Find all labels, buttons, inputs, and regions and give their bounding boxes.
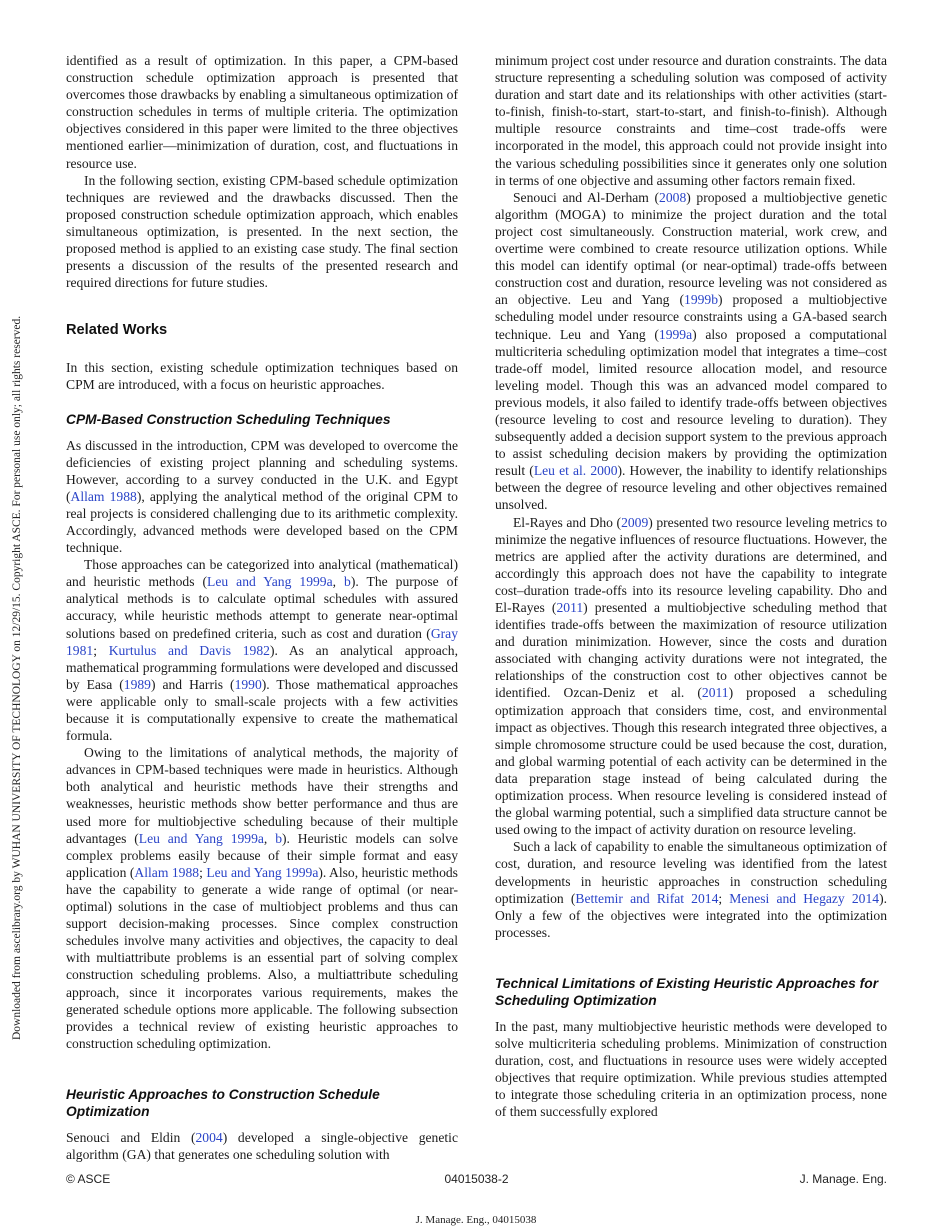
citation-link[interactable]: Leu and Yang 1999a bbox=[206, 864, 319, 880]
cpm-paragraph-3: Owing to the limitations of analytical methods, the majority of advances in CPM-based techniques were made in heuristics. Although both analytical and heuristic methods have their strengths and weaknesses, heuristic methods show better performance and thus are used more for multiobjective scheduling because of their multiple advantages (Leu and Yang 1999a, b). Heuristic models can solve complex problems easily because of their simple format and easy application (Allam 1988; Leu and Yang 1999a). Also, heuristic methods have the capability to generate a wide range of optimal (or near-optimal) solutions in the case of multiobject problems and thus can support decision-making processes. Since complex construction schedules involve many activities and objectives, the capacity to deal with multiattribute problems is an essential part of solving complex construction scheduling problems. Also, a multiattribute scheduling approach, since it incorporates various requirements, makes the generated schedule options more applicable. The following subsection provides a technical review of existing heuristic approaches to construction scheduling optimization. bbox=[66, 745, 458, 1051]
right-column bbox=[495, 52, 887, 1120]
moga-paragraph: Senouci and Al-Derham (2008) proposed a multiobjective genetic algorithm (MOGA) to minimize the project duration and the total project cost simultaneously. Construction material, work crew, and overtime were combined to create resource utilization options. While this model can identify optimal (or near-optimal) trade-offs between construction cost and duration, resource leveling was not considered as an objective. Leu and Yang (1999b) proposed a multiobjective scheduling model under resource constraints using a GA-based search technique. Leu and Yang (1999a) also proposed a computational multicriteria scheduling optimization model that integrates a time–cost trade-off model, limited resource allocation model, and resource leveling model. Though this was an advanced model compared to previous models, it also failed to identify trade-offs between objectives (resource leveling to cost and resource leveling to duration). They subsequently added a decision support system to the previous approach to assist scheduling decision makers by providing the optimization result (Leu et al. 2000). However, the inability to identify relationships between the degree of resource leveling and other objectives remained unsolved. bbox=[495, 189, 887, 513]
citation-link[interactable]: Menesi and Hegazy 2014 bbox=[729, 890, 880, 906]
citation-link[interactable]: Allam 1988 bbox=[70, 488, 137, 504]
citation-link[interactable]: Gray 1981 bbox=[66, 625, 458, 658]
cpm-paragraph-2: Those approaches can be categorized into analytical (mathematical) and heuristic methods (Leu and Yang 1999a, b). The purpose of analytical methods is to calculate optimal schedules with assured accuracy, while heuristic methods attempt to generate near-optimal solutions based on predefined criteria, such as cost and duration (Gray 1981; Kurtulus and Davis 1982). As an analytical approach, mathematical programming formulations were developed and discussed by Easa (1989) and Harris (1990). Those mathematical approaches were applicable only to small-scale projects with a few activities because it is computationally expensive to create the mathematical formula. bbox=[66, 557, 459, 744]
download-notice: Downloaded from ascelibrary.org by WUHAN UNIVERSITY OF TECHNOLOGY on 12/29/15. Copyright ASCE. For personal use only; all rights reserved. bbox=[11, 315, 23, 1040]
left-column bbox=[66, 52, 458, 1163]
journal-citation: J. Manage. Eng., 04015038 bbox=[415, 1214, 537, 1226]
page-footer bbox=[66, 1172, 887, 1188]
intro-paragraph-1: identified as a result of optimization. In this paper, a CPM-based construction schedule optimization approach is presented that overcomes those drawbacks by enabling a simultaneous optimization of construction schedules in terms of multiple criteria. The optimization objectives considered in this paper were limited to the three objectives mentioned earlier—minimization of duration, cost, and fluctuations in resource use. bbox=[66, 53, 458, 171]
citation-link[interactable]: 1999a bbox=[658, 326, 693, 342]
limitations-paragraph: In the past, many multiobjective heuristic methods were developed to solve multicriteria scheduling problems. Minimization of construction duration, cost, and fluctuations in resource uses were widely accepted objectives that require optimization. While previous studies attempted to integrate those scheduling criteria in an optimization process, none of them successfully explored bbox=[495, 1018, 887, 1120]
citation-link[interactable]: Leu and Yang 1999a bbox=[207, 574, 333, 590]
citation-link[interactable]: 2011 bbox=[701, 685, 729, 701]
cpm-paragraph-1: As discussed in the introduction, CPM was developed to overcome the deficiencies of existing project planning and scheduling systems. However, according to a survey conducted in the U.K. and Egypt (Allam 1988), applying the analytical method of the original CPM to real projects is considered challenging due to its arithmetic complexity. Accordingly, advanced methods were developed based on the CPM technique. bbox=[66, 437, 458, 556]
citation-link[interactable]: Kurtulus and Davis 1982 bbox=[108, 642, 270, 658]
citation-link[interactable]: Bettemir and Rifat 2014 bbox=[575, 890, 719, 906]
continued-paragraph: minimum project cost under resource and duration constraints. The data structure representing a scheduling solution was composed of activity duration and start date and its relationships with other activities (start-to-finish, finish-to-start, start-to-start, and finish-to-finish). Although multiple resource constraints and time–cost trade-offs were incorporated in the model, this approach could not provide insight into the various scheduling possibilities since it generates only one solution in terms of one objective and assuming other factors remain fixed. bbox=[495, 53, 887, 188]
related-works-paragraph: In this section, existing schedule optimization techniques based on CPM are introduced, with a focus on heuristic approaches. bbox=[66, 360, 458, 393]
citation-link[interactable]: 2009 bbox=[621, 514, 649, 530]
limitations-heading: Technical Limitations of Existing Heuristic Approaches for Scheduling Optimization bbox=[495, 975, 879, 1008]
heuristic-paragraph-1: Senouci and Eldin (2004) developed a single-objective genetic algorithm (GA) that generates one scheduling solution with bbox=[66, 1129, 458, 1162]
citation-link[interactable]: b bbox=[275, 830, 282, 846]
citation-link[interactable]: 2008 bbox=[659, 189, 687, 205]
citation-link[interactable]: Leu and Yang 1999a bbox=[138, 830, 264, 846]
footer-copyright: © ASCE bbox=[66, 1172, 111, 1186]
citation-link[interactable]: 2011 bbox=[556, 600, 584, 615]
cpm-heading: CPM-Based Construction Scheduling Techniques bbox=[66, 411, 391, 427]
related-works-heading: Related Works bbox=[66, 322, 168, 339]
citation-link[interactable]: 2004 bbox=[195, 1129, 223, 1145]
leveling-paragraph: El-Rayes and Dho (2009) presented two resource leveling metrics to minimize the negative influences of resource fluctuations. However, the metrics are applied after the activity durations are determined, and accordingly this approach does not have the capability to integrate cost–duration trade-offs into its resource leveling capability. Dho and El-Rayes (2011) presented a multiobjective scheduling method that identifies trade-offs between the maximization of resource utilization and duration minimization. However, since the costs and duration associated with changing activity durations were not integrated, the relationships of the construction cost to other objectives cannot be identified. Ozcan-Deniz et al. (2011) proposed a scheduling optimization approach that considers time, cost, and environmental impact as objectives. Though this research integrated three objectives, a simple chromosome structure could be used because the cost, duration, and global warming potential of each activity can be determined in the data preparation stage instead of being calculated during the optimization process. When resource leveling is considered instead of the global warming potential, such a simplified data structure cannot be used owing to the impact of activity duration on resource leveling. bbox=[495, 514, 887, 838]
citation-link[interactable]: Leu et al. 2000 bbox=[533, 463, 618, 479]
citation-link[interactable]: 1989 bbox=[123, 676, 151, 692]
citation-link[interactable]: 1999b bbox=[684, 292, 718, 308]
intro-paragraph-2: In the following section, existing CPM-based schedule optimization techniques are reviewed and the drawbacks discussed. Then the proposed construction schedule optimization approach, which enables simultaneous optimization, is presented. In the next section, the proposed method is applied to an existing case study. The final section presents a discussion of the results of the presented research and required directions for future studies. bbox=[66, 172, 458, 291]
citation-link[interactable]: 1990 bbox=[234, 676, 262, 692]
footer-journal: J. Manage. Eng. bbox=[799, 1172, 887, 1186]
capability-paragraph: Such a lack of capability to enable the simultaneous optimization of cost, duration, and resource leveling was identified from the latest developments in heuristic approaches in construction scheduling optimization (Bettemir and Rifat 2014; Menesi and Hegazy 2014). Only a few of the objectives were integrated into the optimization processes. bbox=[495, 839, 887, 940]
citation-link[interactable]: Allam 1988 bbox=[134, 864, 200, 880]
footer-page-id: 04015038-2 bbox=[444, 1172, 509, 1186]
heuristic-heading: Heuristic Approaches to Construction Schedule Optimization bbox=[66, 1086, 380, 1119]
citation-link[interactable]: b bbox=[344, 574, 351, 590]
